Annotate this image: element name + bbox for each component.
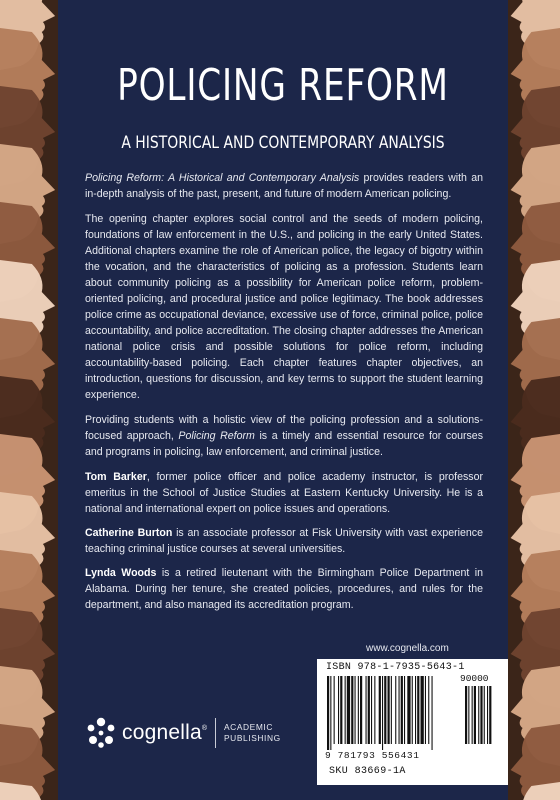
author-bio: Catherine Burton is an associate professor at Fisk University with vast experience teaching criminal justice courses at several universities. [85, 527, 483, 555]
book-title: POLICING REFORM [117, 60, 449, 111]
ean-barcode-icon [325, 676, 501, 750]
registered-mark: ® [201, 724, 207, 732]
author-bio: Tom Barker, former police officer and police academy instructor, is professor emeritus in the School of Justice Studies at Eastern Kentucky University. He is a national and international expert on police issues and operations. [85, 471, 484, 515]
publisher-tagline: ACADEMIC PUBLISHING [224, 722, 281, 743]
face-silhouettes-icon [0, 0, 58, 800]
face-silhouettes-icon [508, 0, 560, 800]
price-code: 90000 [460, 673, 489, 684]
publisher-logo [84, 716, 281, 750]
right-face-silhouette-art [508, 0, 560, 800]
logo-divider [215, 718, 216, 748]
left-face-silhouette-art [0, 0, 58, 800]
title-italic: Policing Reform: A Historical and Contemporary Analysis [85, 172, 360, 184]
author-name: Catherine Burton [85, 527, 173, 539]
ean-digits: 9 781793 556431 [325, 750, 420, 761]
barcode-label [317, 659, 508, 785]
description-chapters: The opening chapter explores social control and the seeds of modern policing, foundations of law enforcement in the U.S., and policing in the early United States. Additional chapters examine the role of American police, the legacy of bigotry within the vocation, and the characteristics of policing as a profession. Students learn about community policing as a possibility for American police reform, problem-oriented policing, and procedural justice and police legitimacy. The book addresses police crime as occupational deviance, excessive use of force, criminal police, police accountability, and police accreditation. The closing chapter addresses the American national police crisis and possible solutions for police reform, including accountability-based policing. Each chapter features chapter objectives, an introduction, questions for discussion, and key terms to support the student learning experience. [85, 213, 483, 401]
description-intro: Policing Reform: A Historical and Contemporary Analysis provides readers with an in-depth analysis of the past, present, and future of modern American policing. [85, 172, 483, 200]
sku-text: SKU 83669-1A [329, 766, 406, 777]
author-name: Tom Barker [85, 471, 147, 483]
publisher-name: cognella [122, 721, 202, 744]
publisher-url: www.cognella.com [366, 643, 449, 654]
book-subtitle: A HISTORICAL AND CONTEMPORARY ANALYSIS [121, 133, 445, 153]
description-audience: Providing students with a holistic view of the policing profession and a solutions-focused approach, Policing Reform is a timely and essential resource for courses and programs in policing, law enforcement, and criminal justice. [85, 414, 483, 458]
cognella-dots-logo-icon [84, 716, 118, 750]
back-cover-copy [85, 170, 483, 621]
author-name: Lynda Woods [85, 567, 157, 579]
isbn-text: ISBN 978-1-7935-5643-1 [326, 662, 465, 673]
author-bio: Lynda Woods is a retired lieutenant with the Birmingham Police Department in Alabama. During her tenure, she created policies, procedures, and rules for the department, and also managed its accreditation program. [85, 567, 483, 611]
